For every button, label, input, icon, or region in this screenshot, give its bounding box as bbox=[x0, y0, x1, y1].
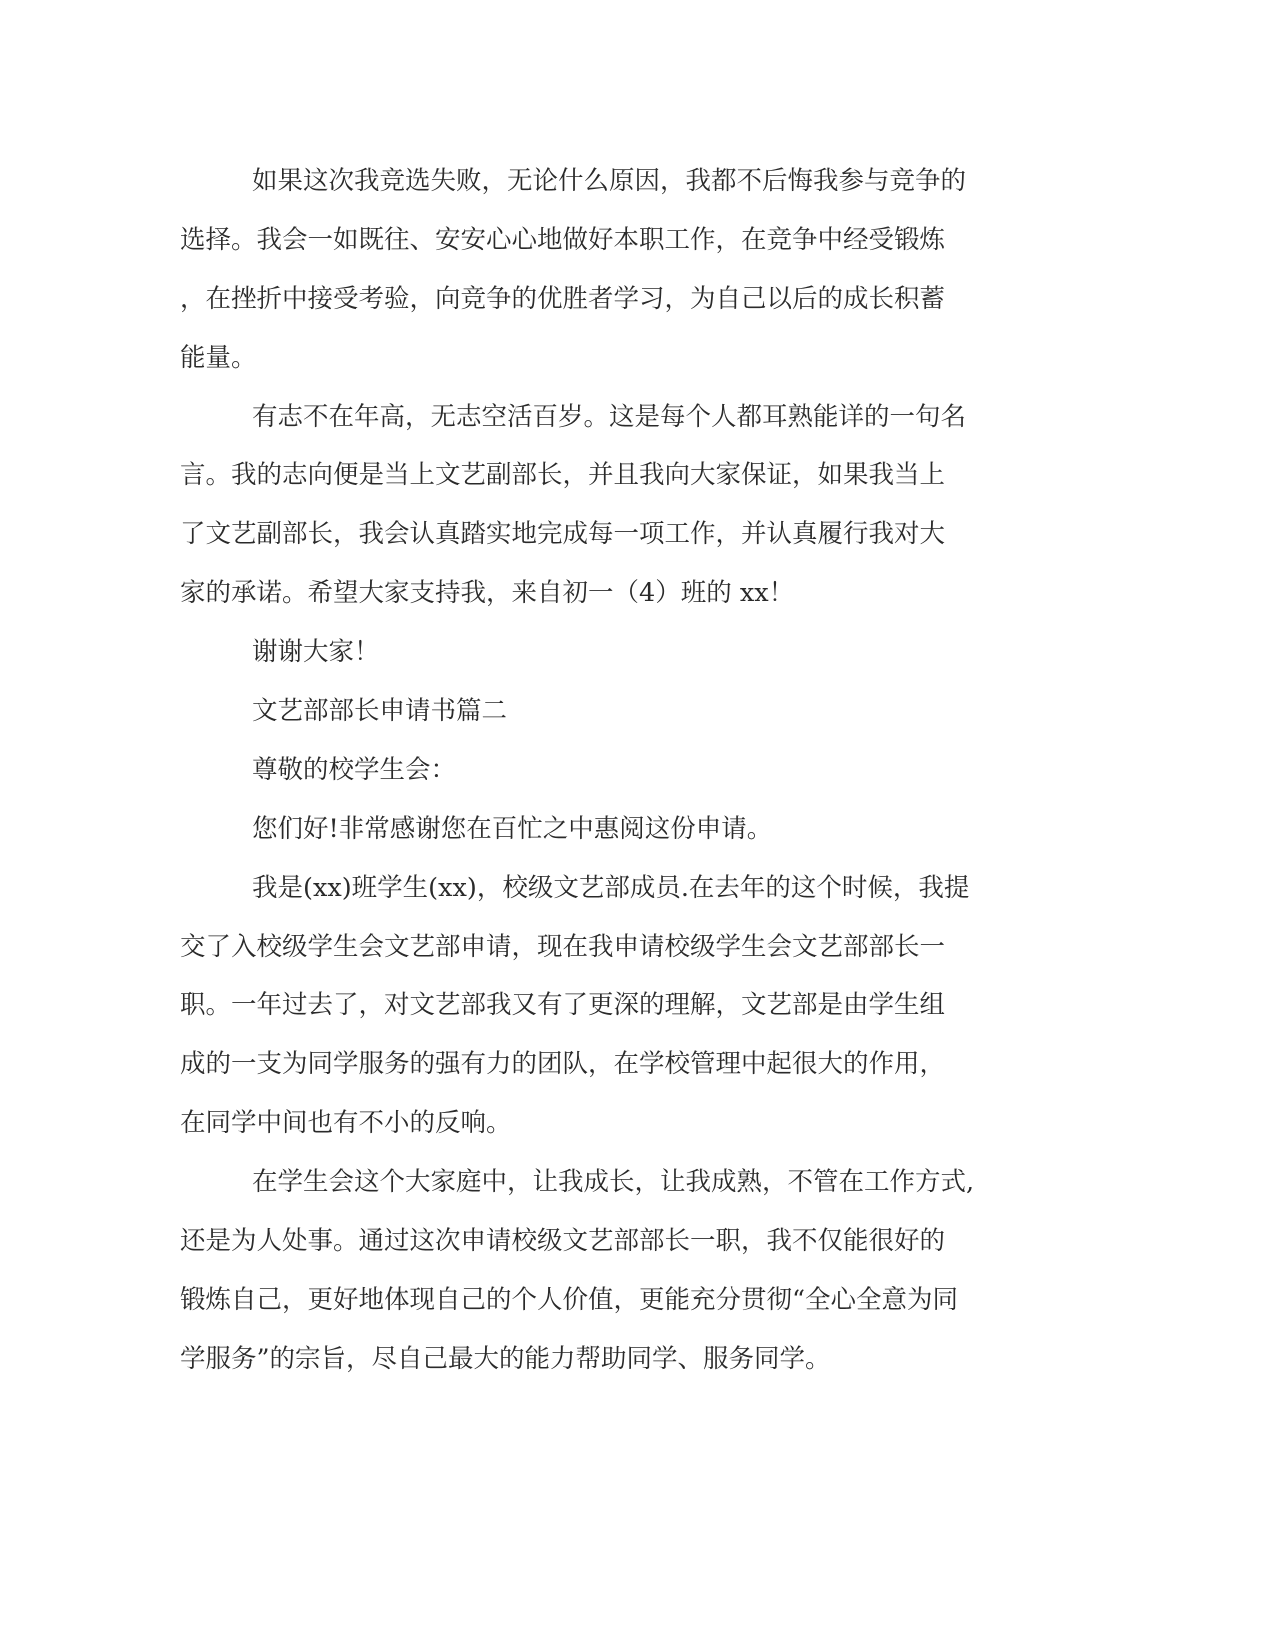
salutation: 尊敬的校学生会： bbox=[252, 755, 457, 785]
text-line-7: 了文艺副部长，我会认真踏实地完成每一项工作，并认真履行我对大 bbox=[180, 519, 946, 549]
text-line-17: 在同学中间也有不小的反响。 bbox=[180, 1108, 512, 1138]
text-line-9: 谢谢大家！ bbox=[252, 637, 380, 667]
greeting: 您们好!非常感谢您在百忙之中惠阅这份申请。 bbox=[252, 814, 773, 844]
text-line-3: ，在挫折中接受考验，向竞争的优胜者学习，为自己以后的成长积蓄 bbox=[180, 284, 946, 314]
text-line-2: 选择。我会一如既往、安安心心地做好本职工作，在竞争中经受锻炼 bbox=[180, 225, 946, 255]
text-line-21: 学服务”的宗旨，尽自己最大的能力帮助同学、服务同学。 bbox=[180, 1344, 831, 1374]
section-heading: 文艺部部长申请书篇二 bbox=[252, 696, 508, 726]
text-line-14: 交了入校级学生会文艺部申请，现在我申请校级学生会文艺部部长一 bbox=[180, 932, 946, 962]
text-line-5: 有志不在年高，无志空活百岁。这是每个人都耳熟能详的一句名 bbox=[252, 402, 967, 432]
text-line-19: 还是为人处事。通过这次申请校级文艺部部长一职，我不仅能很好的 bbox=[180, 1226, 946, 1256]
text-line-8: 家的承诺。希望大家支持我，来自初一（4）班的 xx！ bbox=[180, 578, 795, 608]
text-line-13: 我是(xx)班学生(xx)，校级文艺部成员.在去年的这个时候，我提 bbox=[252, 873, 970, 903]
text-line-16: 成的一支为同学服务的强有力的团队，在学校管理中起很大的作用， bbox=[180, 1049, 946, 1079]
text-line-20: 锻炼自己，更好地体现自己的个人价值，更能充分贯彻“全心全意为同 bbox=[180, 1285, 959, 1315]
text-line-18: 在学生会这个大家庭中，让我成长，让我成熟，不管在工作方式, bbox=[252, 1167, 975, 1197]
text-line-1: 如果这次我竞选失败，无论什么原因，我都不后悔我参与竞争的 bbox=[252, 166, 967, 196]
text-line-6: 言。我的志向便是当上文艺副部长，并且我向大家保证，如果我当上 bbox=[180, 460, 946, 490]
text-line-4: 能量。 bbox=[180, 343, 257, 373]
text-line-15: 职。一年过去了，对文艺部我又有了更深的理解，文艺部是由学生组 bbox=[180, 990, 946, 1020]
